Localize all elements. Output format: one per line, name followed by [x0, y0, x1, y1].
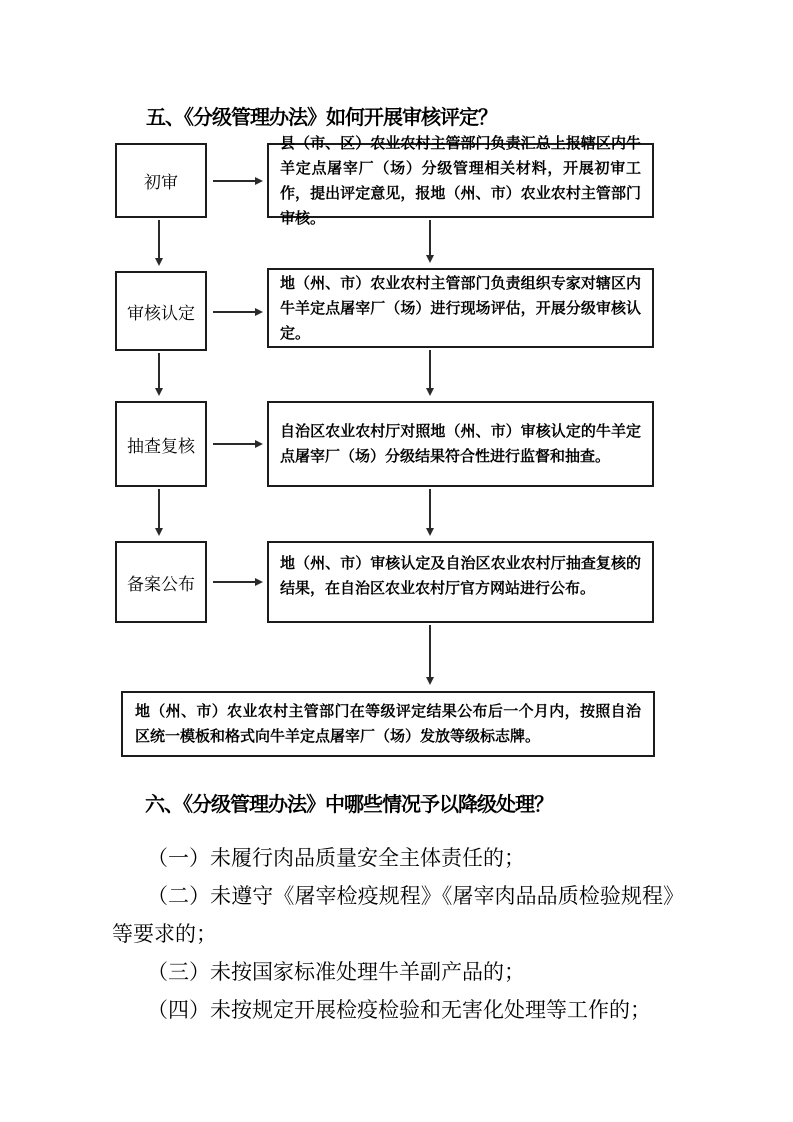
flow-step-label: 审核认定: [127, 303, 195, 324]
downgrade-conditions-list: [112, 839, 684, 1029]
list-item: （一）未履行肉品质量安全主体责任的；: [147, 846, 525, 870]
flow-final-text: 地（州、市）农业农村主管部门在等级评定结果公布后一个月内，按照自治区统一模板和格式向牛羊定点屠宰厂（场）发放等级标志牌。: [135, 702, 641, 745]
down-arrow-icon: [429, 489, 431, 534]
flow-desc-text: 自治区农业农村厅对照地（州、市）审核认定的牛羊定点屠宰厂（场）分级结果符合性进行监督和抽查。: [280, 422, 641, 465]
flow-step-label: 初审: [144, 173, 178, 193]
right-arrow-icon: [213, 581, 261, 583]
flow-desc-review-confirmation: [267, 268, 654, 348]
down-arrow-icon: [158, 220, 160, 264]
list-item: （四）未按规定开展检疫检验和无害化处理等工作的；: [147, 998, 651, 1022]
flow-desc-text: 地（州、市）审核认定及自治区农业农村厅抽查复核的结果，在自治区农业农村厅官方网站进行公布。: [280, 554, 641, 597]
flow-desc-text: 地（州、市）农业农村主管部门负责组织专家对辖区内牛羊定点屠宰厂（场）进行现场评估，开展分级审核认定。: [280, 273, 641, 342]
flow-step-spot-check: [115, 401, 207, 487]
flow-desc-preliminary-review: [267, 133, 654, 227]
flow-final-result-box: [121, 691, 655, 757]
flow-desc-record-publication: [267, 541, 654, 623]
flow-desc-text: 县（市、区）农业农村主管部门负责汇总上报辖区内牛羊定点屠宰厂（场）分级管理相关材料，开展初审工作，提出评定意见，报地（州、市）农业农村主管部门审核。: [280, 133, 641, 227]
right-arrow-icon: [213, 443, 261, 445]
right-arrow-icon: [213, 311, 261, 313]
flow-step-label: 备案公布: [127, 574, 195, 595]
down-arrow-icon: [158, 489, 160, 534]
section-5-title: 五、《分级管理办法》如何开展审核评定？: [146, 105, 497, 129]
flow-step-record-publication: [115, 541, 207, 623]
list-item: （二）未遵守《屠宰检疫规程》《屠宰肉品品质检验规程》等要求的；: [112, 884, 684, 946]
down-arrow-icon: [429, 350, 431, 394]
down-arrow-icon: [429, 220, 431, 261]
flow-step-preliminary-review: [115, 143, 207, 218]
section-6-title: 六、《分级管理办法》中哪些情况予以降级处理？: [145, 792, 553, 816]
flow-desc-spot-check: [267, 401, 654, 487]
down-arrow-icon: [158, 353, 160, 394]
right-arrow-icon: [213, 180, 261, 182]
down-arrow-icon: [429, 625, 431, 683]
list-item: （三）未按国家标准处理牛羊副产品的；: [147, 960, 525, 984]
flow-step-label: 抽查复核: [127, 436, 195, 457]
flow-step-review-confirmation: [115, 271, 207, 351]
